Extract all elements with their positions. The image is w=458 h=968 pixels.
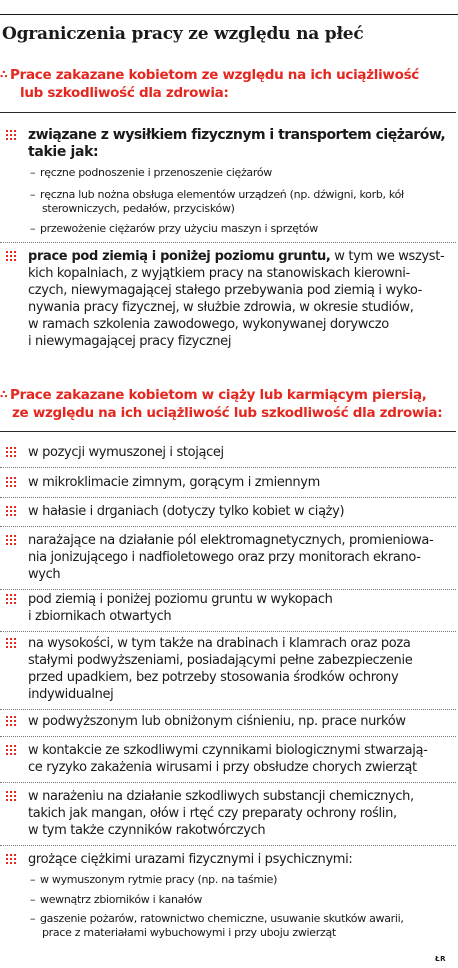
item-divider	[0, 631, 456, 632]
bullet-grid-icon	[6, 716, 18, 727]
section-marker-icon: ∴	[0, 388, 8, 401]
section2-rule	[0, 431, 456, 432]
list-item: grożące ciężkimi urazami fizycznymi i psychicznymi:	[0, 851, 454, 868]
bullet-grid-icon	[6, 854, 18, 865]
list-item: w pozycji wymuszonej i stojącej	[0, 444, 454, 461]
top-rule	[0, 14, 458, 15]
section2-heading: ∴ Prace zakazane kobietom w ciąży lub karmiącym piersią, ze względu na ich uciążliwość lub szkodliwość dla zdrowia:	[0, 387, 443, 421]
item-divider	[0, 467, 456, 468]
item-divider	[0, 782, 456, 783]
item-divider	[0, 526, 456, 527]
list-item: w mikroklimacie zimnym, gorącym i zmiennym	[0, 474, 454, 491]
page-title: Ograniczenia pracy ze względu na płeć	[2, 24, 364, 44]
list-item: prace pod ziemią i poniżej poziomu gruntu, w tym we wszyst- kich kopalniach, z wyjątkiem pracy na stanowiskach kierowni- czych, niewymagającej stałego przebywania pod ziemią i wyko- nywania pracy fizycznej, w służbie zdrowia, w okresie studiów, w ramach szkolenia zawodowego, wykonywanej dorywczo i niewymagającej pracy fizycznej	[0, 248, 454, 350]
item-divider	[0, 497, 456, 498]
list-item: w podwyższonym lub obniżonym ciśnieniu, np. prace nurków	[0, 713, 454, 730]
bullet-grid-icon	[6, 745, 18, 756]
list-item: narażające na działanie pól elektromagnetycznych, promieniowa- nia jonizującego i nadfioletowego oraz przy monitorach ekrano- wych	[0, 532, 454, 583]
bullet-grid-icon	[6, 251, 18, 262]
bullet-grid-icon	[6, 594, 18, 605]
item-divider	[0, 845, 456, 846]
sub-list-item: – gaszenie pożarów, ratownictwo chemiczne, usuwanie skutków awarii, prace z materiałami wybuchowymi i przy uboju zwierząt	[30, 912, 404, 939]
list-item: w hałasie i drganiach (dotyczy tylko kobiet w ciąży)	[0, 503, 454, 520]
section1-rule	[0, 112, 456, 113]
list-item: związane z wysiłkiem fizycznym i transportem ciężarów, takie jak:	[0, 127, 454, 161]
list-item: na wysokości, w tym także na drabinach i klamrach oraz poza stałymi podwyższeniami, posiadającymi pełne zabezpieczenie przed upadkiem, bez potrzeby stosowania środków ochrony indywidualnej	[0, 635, 454, 703]
section-marker-icon: ∴	[0, 68, 8, 81]
item-divider	[0, 736, 456, 737]
sub-list-item: – ręczna lub nożna obsługa elementów urządzeń (np. dźwigni, korb, kół sterowniczych, pedałów, przycisków)	[30, 188, 404, 215]
list-item: w narażeniu na działanie szkodliwych substancji chemicznych, takich jak mangan, ołów i rtęć czy preparaty ochrony roślin, w tym także czynników rakotwórczych	[0, 788, 454, 839]
bullet-grid-icon	[6, 447, 18, 458]
section1-heading: ∴ Prace zakazane kobietom ze względu na ich uciążliwość lub szkodliwość dla zdrowia:	[0, 67, 420, 101]
bullet-grid-icon	[6, 506, 18, 517]
bullet-grid-icon	[6, 477, 18, 488]
sub-list-item: – w wymuszonym rytmie pracy (np. na taśmie)	[30, 873, 278, 886]
item-divider	[0, 589, 456, 590]
list-item: pod ziemią i poniżej poziomu gruntu w wykopach i zbiornikach otwartych	[0, 591, 454, 625]
author-credit: ŁR	[435, 955, 446, 963]
bullet-grid-icon	[6, 535, 18, 546]
sub-list-item: – ręczne podnoszenie i przenoszenie ciężarów	[30, 166, 272, 179]
sub-list-item: – przewożenie ciężarów przy użyciu maszyn i sprzętów	[30, 222, 318, 235]
bullet-grid-icon	[6, 130, 18, 141]
item-divider	[0, 242, 456, 243]
sub-list-item: – wewnątrz zbiorników i kanałów	[30, 893, 203, 906]
bullet-grid-icon	[6, 638, 18, 649]
list-item: w kontakcie ze szkodliwymi czynnikami biologicznymi stwarzają- ce ryzyko zakażenia wirusami i przy obsłudze chorych zwierząt	[0, 742, 454, 776]
item-divider	[0, 709, 456, 710]
bullet-grid-icon	[6, 791, 18, 802]
